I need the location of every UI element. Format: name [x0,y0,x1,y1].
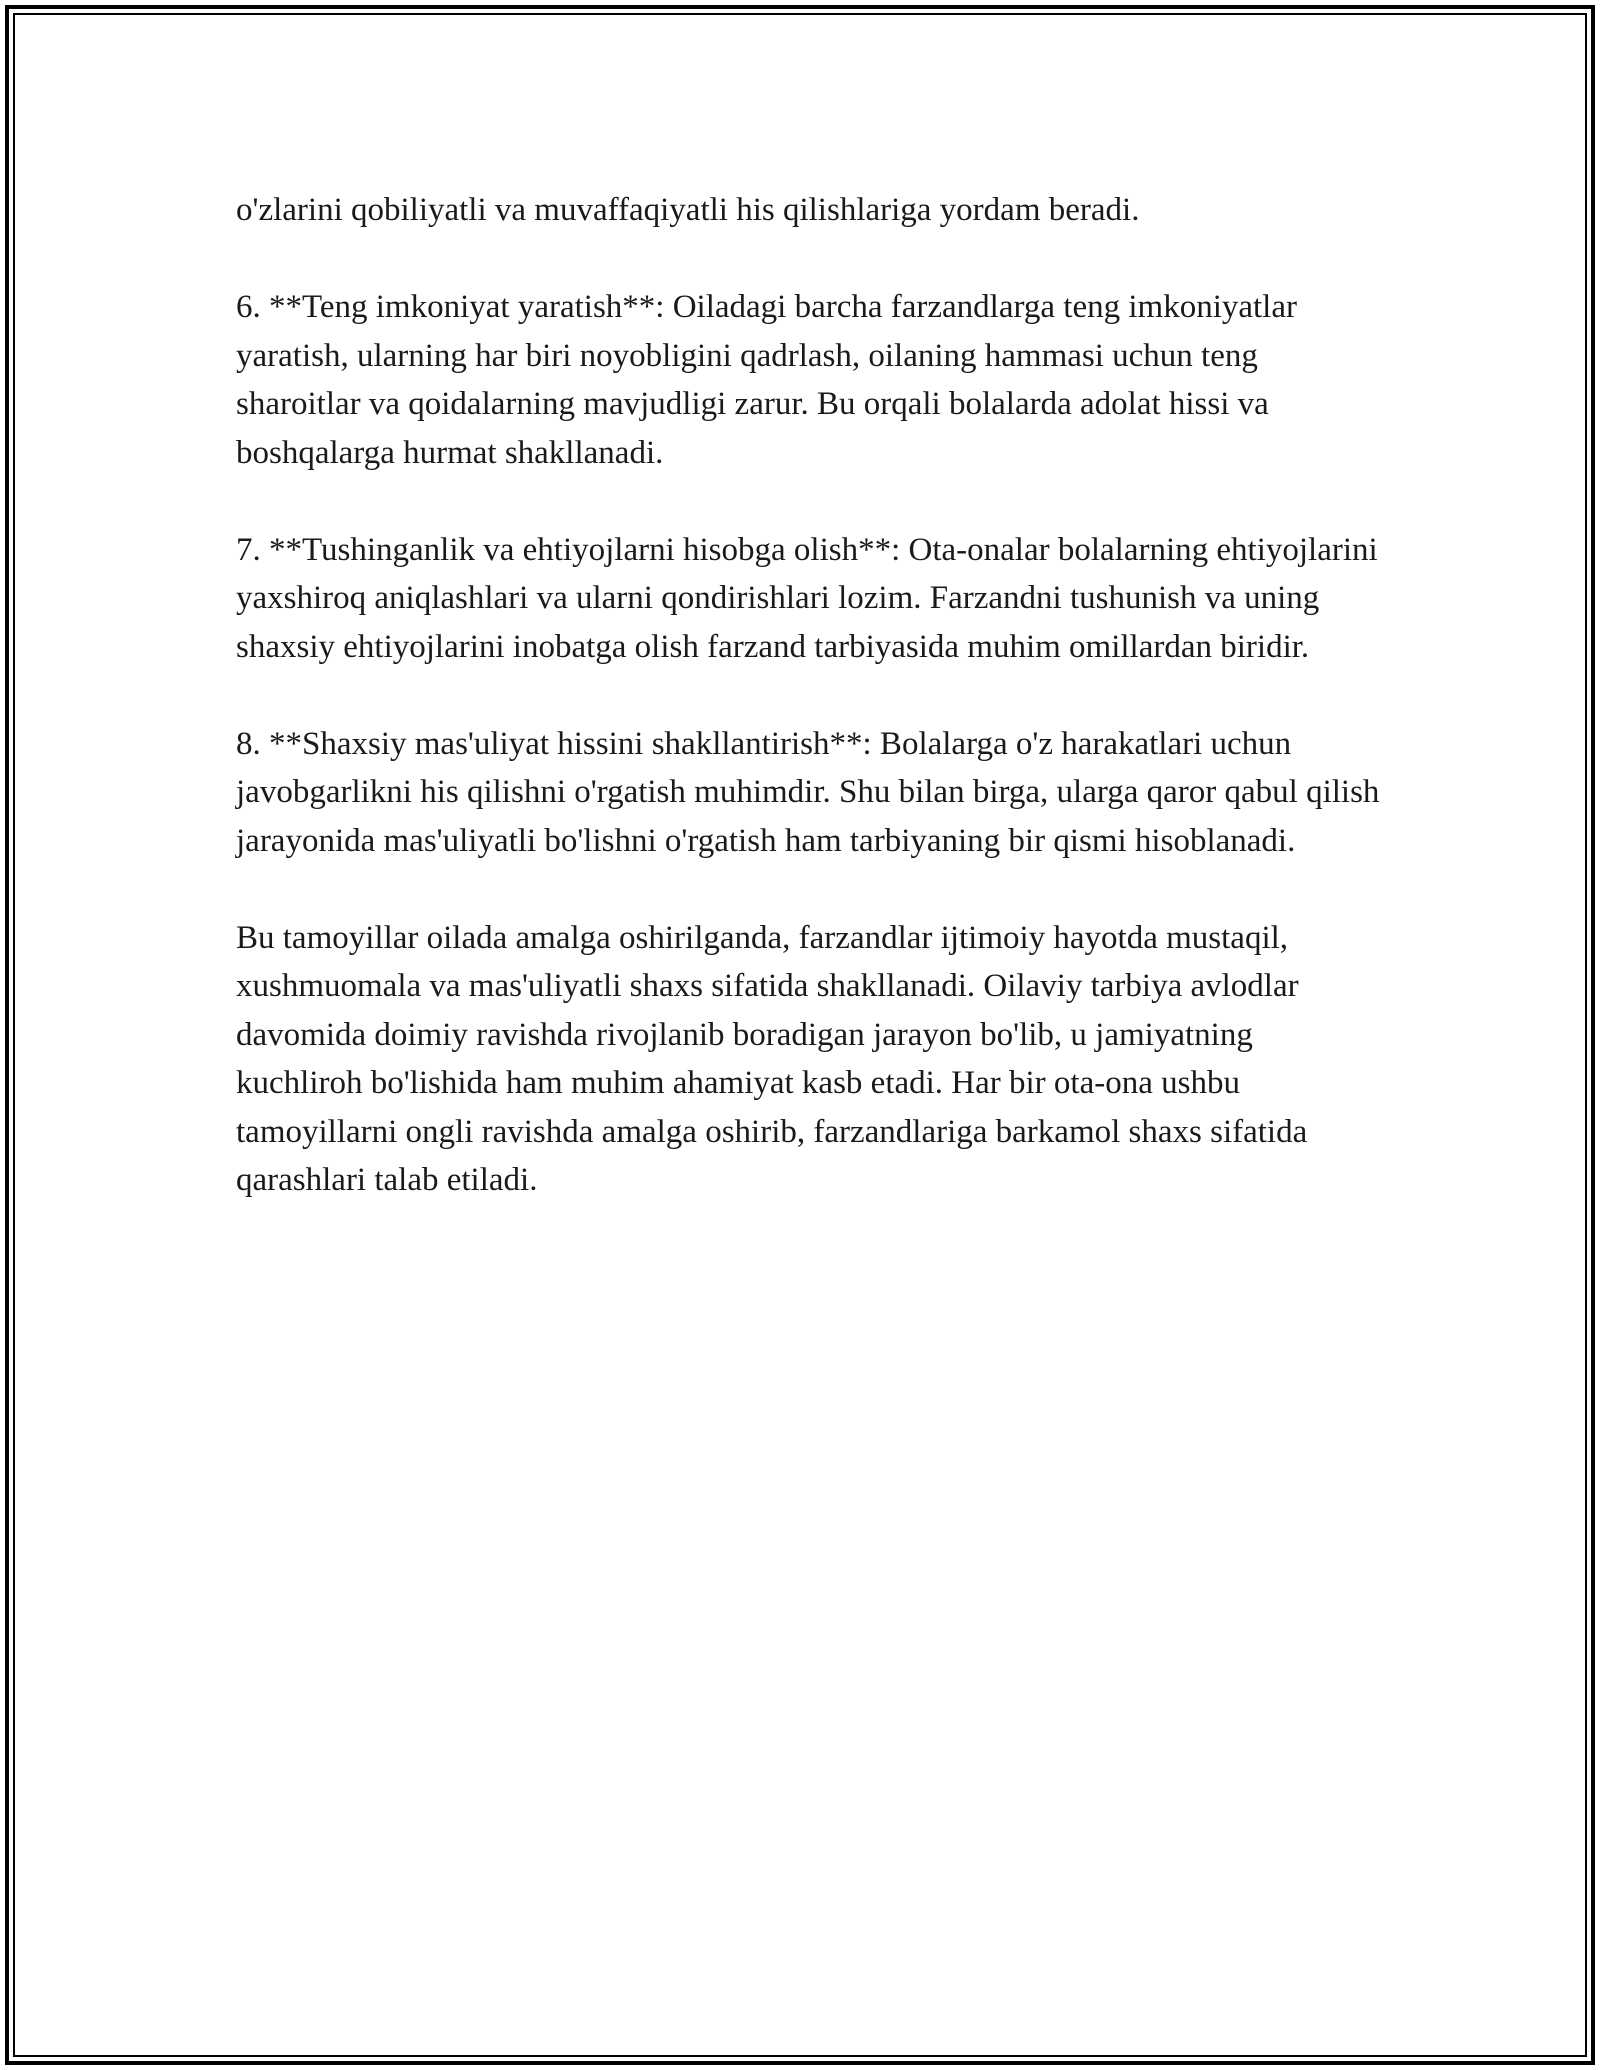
paragraph-conclusion: Bu tamoyillar oilada amalga oshirilganda, farzandlar ijtimoiy hayotda mustaqil, xushmuomala va mas'uliyatli shaxs sifatida shakllanadi. Oilaviy tarbiya avlodlar davomida doimiy ravishda rivojlanib boradigan jarayon bo'lib, u jamiyatning kuchliroh bo'lishida ham muhim ahamiyat kasb etadi. Har bir ota-ona ushbu tamoyillarni ongli ravishda amalga oshirib, farzandlariga barkamol shaxs sifatida qarashlari talab etiladi. [236,919,1308,1198]
paragraph-item-8: 8. **Shaxsiy mas'uliyat hissini shakllantirish**: Bolalarga o'z harakatlari uchun javobgarlikni his qilishni o'rgatish muhimdir. Shu bilan birga, ularga qaror qabul qilish jarayonida mas'uliyatli bo'lishni o'rgatish ham tarbiyaning bir qismi hisoblanadi. [236,725,1380,859]
paragraph-item-6: 6. **Teng imkoniyat yaratish**: Oiladagi barcha farzandlarga teng imkoniyatlar yaratish, ularning har biri noyobligini qadrlash, oilaning hammasi uchun teng sharoitlar va qoidalarning mavjudligi zarur. Bu orqali bolalarda adolat hissi va boshqalarga hurmat shakllanadi. [236,289,1297,471]
paragraph-continuation: o'zlarini qobiliyatli va muvaffaqiyatli his qilishlariga yordam beradi. [236,192,1140,228]
document-body [236,186,1386,1205]
paragraph-item-7: 7. **Tushinganlik va ehtiyojlarni hisobga olish**: Ota-onalar bolalarning ehtiyojlarini yaxshiroq aniqlashlari va ularni qondirishlari lozim. Farzandni tushunish va uning shaxsiy ehtiyojlarini inobatga olish farzand tarbiyasida muhim omillardan biridir. [236,531,1378,665]
